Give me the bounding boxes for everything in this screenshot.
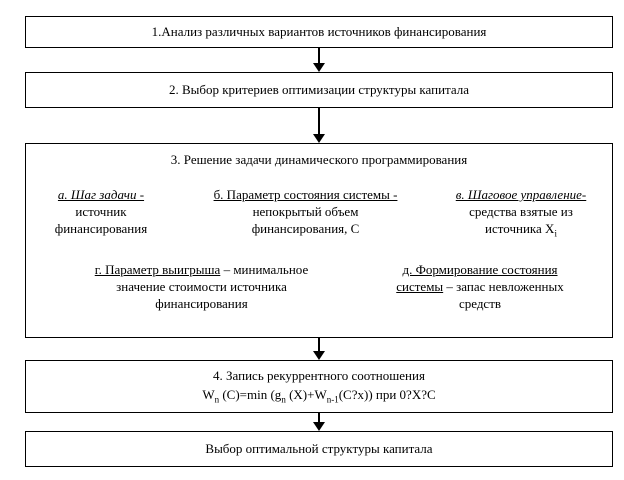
formula-w-sub: n	[214, 394, 220, 405]
formula-w: W	[202, 387, 215, 402]
formula-part1: (С)=min (g	[219, 387, 282, 402]
arrow-down-2	[318, 108, 320, 135]
sub-step-v-subscript: i	[554, 228, 557, 239]
sub-step-d	[364, 261, 596, 312]
step-1-text: 1.Анализ различных вариантов источников финансирования	[151, 24, 487, 39]
sub-step-g	[54, 261, 349, 312]
sub-step-a-line1: источник	[75, 204, 127, 219]
sub-step-b-line1: непокрытый объем	[252, 204, 359, 219]
step-2-text: 2. Выбор критериев оптимизации структуры капитала	[168, 82, 470, 97]
sub-step-g-line1	[54, 261, 349, 278]
step-4-title: 4. Запись рекуррентного соотношения	[213, 368, 425, 383]
formula-part3: (С?x)) при 0?X?C	[338, 387, 436, 402]
sub-step-g-line3: финансирования	[155, 296, 248, 311]
recurrence-formula	[26, 387, 612, 405]
sub-step-v-line1: средства взятые из	[469, 204, 573, 219]
formula-g-sub: n	[281, 394, 286, 405]
sub-step-v-label: в. Шаговое управление-	[455, 187, 587, 202]
formula-w2-sub: n-1	[326, 394, 339, 405]
sub-step-v	[431, 186, 611, 243]
sub-step-b	[178, 186, 433, 237]
sub-step-a	[26, 186, 176, 237]
sub-step-v-line2-text: источника X	[485, 221, 555, 236]
sub-step-d-line2-rest: – запас невложенных	[443, 279, 564, 294]
step-4-box	[25, 360, 613, 413]
step-5-box	[25, 431, 613, 467]
sub-step-a-line2: финансирования	[54, 221, 148, 236]
formula-part2: (X)+W	[285, 387, 327, 402]
arrow-down-4	[318, 413, 320, 423]
sub-step-b-label: б. Параметр состояния системы -	[213, 187, 398, 202]
sub-step-g-label: г. Параметр выигрыша	[94, 262, 221, 277]
step-3-title: 3. Решение задачи динамического программирования	[170, 152, 468, 167]
step-5-text: Выбор оптимальной структуры капитала	[205, 441, 433, 456]
sub-step-g-line1-rest: – минимальное	[220, 262, 309, 277]
sub-step-d-line2	[364, 278, 596, 295]
sub-step-d-line3: средств	[458, 296, 502, 311]
sub-step-d-label: д. Формирование состояния	[402, 262, 558, 277]
arrow-down-3	[318, 338, 320, 352]
step-3-box	[25, 143, 613, 338]
step-1-box	[25, 16, 613, 48]
arrow-down-1	[318, 48, 320, 64]
sub-step-b-line2: финансирования, С	[251, 221, 360, 236]
sub-step-v-line2	[431, 220, 611, 243]
sub-step-g-line2: значение стоимости источника	[116, 279, 287, 294]
sub-step-d-label2: системы	[396, 279, 444, 294]
sub-step-a-label: а. Шаг задачи -	[57, 187, 145, 202]
step-2-box	[25, 72, 613, 108]
